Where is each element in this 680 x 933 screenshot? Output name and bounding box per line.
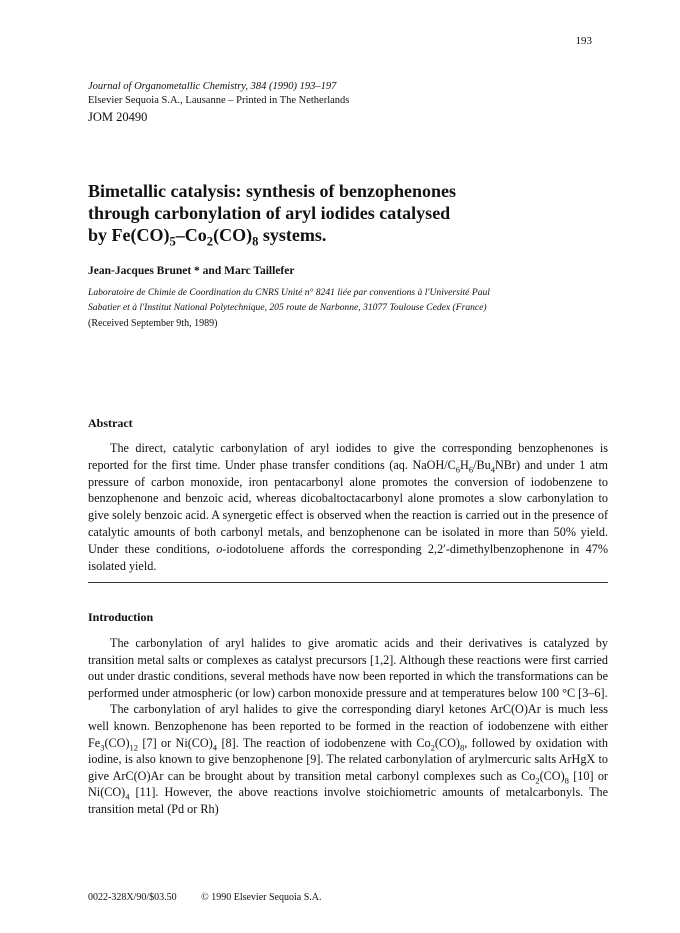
section-divider	[88, 582, 608, 583]
publisher-line: Elsevier Sequoia S.A., Lausanne – Printed in The Netherlands	[88, 95, 350, 106]
intro-paragraph-2: The carbonylation of aryl halides to give the corresponding diaryl ketones ArC(O)Ar is much less well known. Benzophenone has been reported to be formed in the reaction of iodobenzene with either $Fe_3(CO)_{12}$ [7] or $Ni(CO)_4$ [8]. The reaction of iodobenzene with $Co_2(CO)_8$, followed by oxidation with iodine, is also known to give benzophenone [9]. The related carbonylation of arylmercuric salts ArHgX to give ArC(O)Ar can be brought about by transition metal carbonyl complexes such as $Co_2(CO)_8$ [10] or $Ni(CO)_4$ [11]. However, the above reactions involve stoichiometric amounts of metalcarbonyls. The transition metal (Pd or Rh)	[88, 702, 608, 816]
title-line-3: by $Fe(CO)_5-Co_2(CO)_8$ systems.	[88, 225, 327, 249]
title-line-1: Bimetallic catalysis: synthesis of benzophenones	[88, 181, 457, 201]
article-title	[88, 180, 608, 249]
affiliation-line-1: Laboratoire de Chimie de Coordination du CNRS Unité n° 8241 liée par conventions à l'Université Paul	[88, 287, 490, 298]
abstract-heading: Abstract	[88, 416, 133, 430]
issn-price: 0022-328X/90/$03.50	[88, 892, 177, 903]
introduction-text	[88, 635, 608, 818]
abstract-text: The direct, catalytic carbonylation of aryl iodides to give the corresponding benzophenones is reported for the first time. Under phase transfer conditions (aq. NaOH/$C_6H_6/Bu_4NBr$) and under 1 atm pressure of carbon monoxide, iron pentacarbonyl alone promotes the conversion of iodobenzene to benzophenone and benzoic acid, whereas dicobaltoctacarbonyl alone promotes a slow carbonylation to give solely benzoic acid. A synergetic effect is observed when the reaction is carried out in the presence of catalytic amounts of both carbonyl metals, and benzophenone can be isolated in more than 50% yield. Under these conditions, o-iodotoluene affords the corresponding 2,2′-dimethylbenzophenone in 47% isolated yield.	[88, 441, 608, 573]
title-line-2: through carbonylation of aryl iodides catalysed	[88, 203, 451, 223]
journal-citation: Journal of Organometallic Chemistry, 384 (1990) 193–197	[88, 81, 337, 92]
intro-paragraph-1: The carbonylation of aryl halides to give aromatic acids and their derivatives is catalyzed by transition metal salts or complexes as catalyst precursors [1,2]. Although these reactions were first carried out under drastic conditions, several methods have now been reported in which the transformations can be performed under atmospheric (or low) carbon monoxide pressure and at temperatures below 100 °C [3–6].	[88, 636, 608, 700]
jom-number: JOM 20490	[88, 110, 148, 124]
received-date: (Received September 9th, 1989)	[88, 318, 218, 329]
affiliation-line-2: Sabatier et à l'Institut National Polytechnique, 205 route de Narbonne, 31077 Toulouse Cedex (France)	[88, 302, 487, 313]
page-number: 193	[575, 35, 592, 47]
authors: Jean-Jacques Brunet * and Marc Taillefer	[88, 265, 295, 277]
copyright: © 1990 Elsevier Sequoia S.A.	[201, 892, 322, 903]
affiliation	[88, 285, 608, 315]
footer	[88, 892, 343, 903]
introduction-heading: Introduction	[88, 610, 154, 624]
journal-header	[88, 80, 608, 124]
